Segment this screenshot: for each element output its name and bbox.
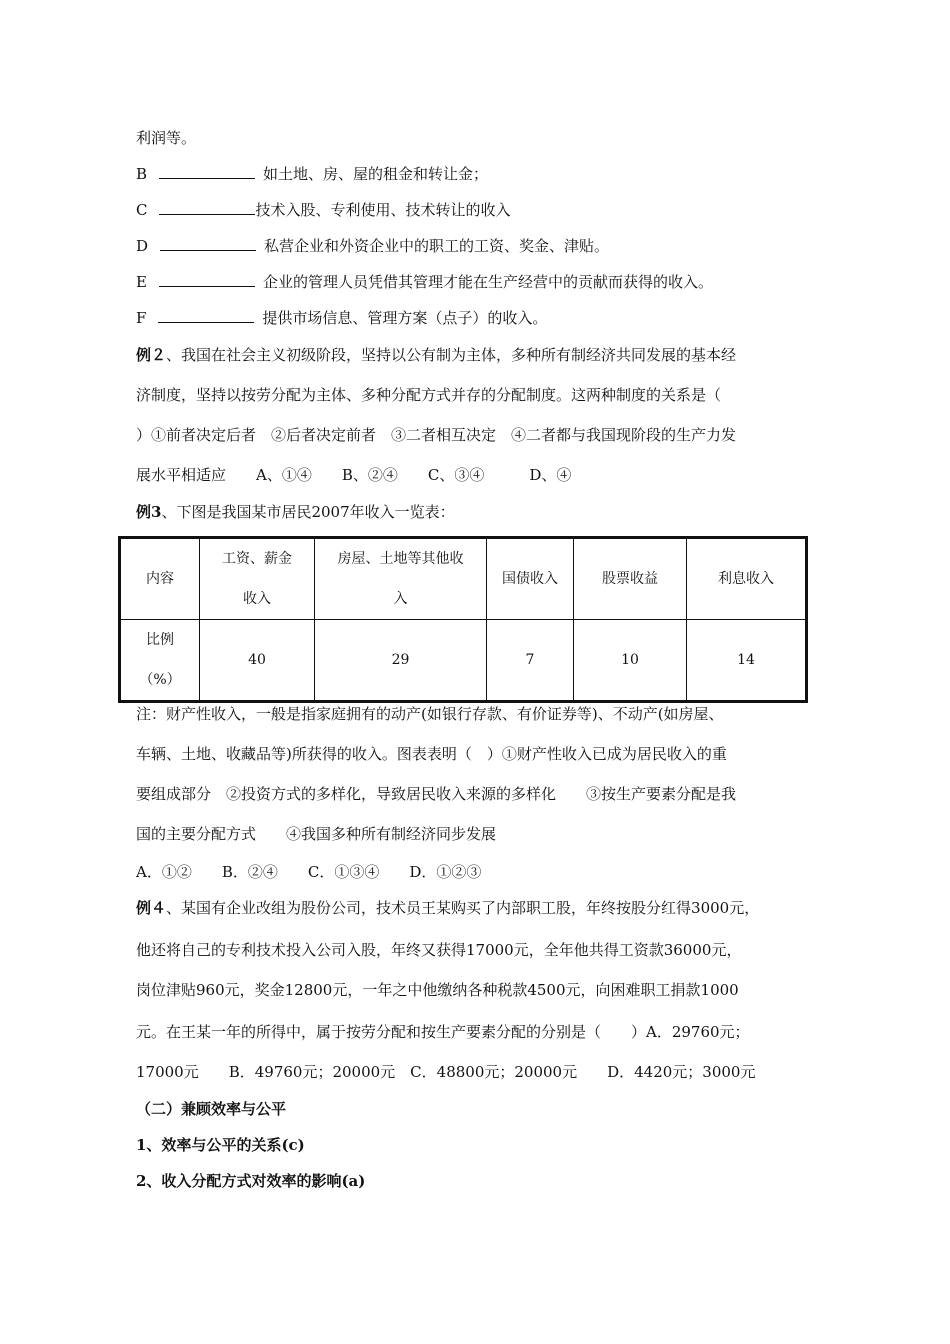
example-label: 例２ (136, 346, 167, 364)
income-table (118, 536, 808, 703)
text: 、下图是我国某市居民2007年收入一览表： (161, 503, 455, 521)
text: 17000元 B．49760元；20000元 C．48800元；20000元 D．4420元；3000元 (136, 1063, 756, 1081)
item-label: C (136, 201, 148, 219)
text: （二）兼顾效率与公平 (136, 1100, 287, 1118)
example-label: 例４ (136, 899, 167, 917)
table-header-cell (487, 538, 574, 620)
cell-text: 利息收入 (718, 571, 774, 587)
note-options (136, 862, 481, 882)
cell-text: 7 (525, 652, 535, 668)
table-header-row (120, 538, 807, 620)
blank-b (159, 164, 255, 179)
table-header-cell (200, 538, 315, 620)
blank-d (160, 236, 256, 251)
item-f (136, 308, 547, 328)
text: 要组成部分 ②投资方式的多样化，导致居民收入来源的多样化 ③按生产要素分配是我 (136, 785, 737, 803)
section-heading (136, 1099, 286, 1119)
example-4-line-3 (136, 980, 739, 1000)
item-text: 企业的管理人员凭借其管理才能在生产经营中的贡献而获得的收入。 (262, 273, 713, 291)
table-cell (487, 620, 574, 702)
text: 国的主要分配方式 ④我国多种所有制经济同步发展 (136, 825, 497, 843)
text: 元。在王某一年的所得中，属于按劳分配和按生产要素分配的分别是（ ）A．29760元； (136, 1023, 750, 1041)
cell-text: 收入 (243, 591, 271, 607)
table-header-cell (687, 538, 807, 620)
item-c (136, 200, 511, 220)
item-text: 私营企业和外资企业中的职工的工资、奖金、津贴。 (264, 237, 610, 255)
item-label: D (136, 237, 149, 255)
cell-text: 股票收益 (602, 571, 658, 587)
item-e (136, 272, 713, 292)
table-cell (120, 620, 200, 702)
cell-text: 29 (391, 652, 410, 668)
table-cell (200, 620, 315, 702)
cell-text: 入 (393, 591, 408, 607)
table-row (120, 620, 807, 702)
note-line-4 (136, 824, 496, 844)
cell-text: 国债收入 (502, 571, 558, 587)
example-4-line-5 (136, 1062, 755, 1082)
text: 展水平相适应 A、①④ B、②④ C、③④ D、④ (136, 466, 572, 484)
line-profit (136, 128, 196, 148)
example-2-line-3 (136, 425, 736, 445)
table-cell (315, 620, 487, 702)
example-3-line-1 (136, 502, 455, 522)
blank-f (158, 308, 254, 323)
example-4-line-4 (136, 1022, 750, 1042)
item-label: F (136, 309, 147, 327)
cell-text: 比例 (146, 632, 174, 648)
cell-text: 房屋、土地等其他收 (337, 551, 464, 567)
subsection-2 (136, 1171, 365, 1191)
text: 车辆、土地、收藏品等)所获得的收入。图表表明（ ）①财产性收入已成为居民收入的重 (136, 745, 727, 763)
cell-text: （%） (139, 672, 181, 688)
text: 1、效率与公平的关系(c) (136, 1136, 305, 1154)
table-header-cell (120, 538, 200, 620)
example-label: 例3 (136, 503, 162, 521)
item-label: B (136, 165, 148, 183)
item-label: E (136, 273, 147, 291)
cell-text: 14 (737, 652, 755, 668)
item-text: 提供市场信息、管理方案（点子）的收入。 (262, 309, 548, 327)
example-2-line-2 (136, 385, 721, 405)
cell-text: 40 (248, 652, 266, 668)
blank-c (159, 200, 255, 215)
note-line-3 (136, 784, 736, 804)
item-text: 技术入股、专利使用、技术转让的收入 (255, 201, 511, 219)
text: A．①② B．②④ C．①③④ D．①②③ (136, 863, 482, 881)
cell-text: 内容 (146, 571, 174, 587)
text: 注：财产性收入，一般是指家庭拥有的动产(如银行存款、有价证券等)、不动产(如房屋、 (136, 705, 724, 723)
table-cell (574, 620, 687, 702)
example-2-line-4 (136, 465, 571, 485)
example-4-line-2 (136, 940, 741, 960)
item-b (136, 164, 488, 184)
note-line-1 (136, 704, 724, 724)
blank-e (159, 272, 255, 287)
table-cell (687, 620, 807, 702)
subsection-1 (136, 1135, 305, 1155)
example-4-line-1 (136, 898, 759, 918)
table-header-cell (574, 538, 687, 620)
cell-text: 工资、薪金 (222, 551, 292, 567)
item-d (136, 236, 609, 256)
text: 济制度，坚持以按劳分配为主体、多种分配方式并存的分配制度。这两种制度的关系是（ (136, 386, 722, 404)
item-text: 如土地、房、屋的租金和转让金； (263, 165, 489, 183)
table-header-cell (315, 538, 487, 620)
text: 、我国在社会主义初级阶段，坚持以公有制为主体，多种所有制经济共同发展的基本经 (166, 346, 737, 364)
example-2-line-1 (136, 345, 736, 365)
cell-text: 10 (621, 652, 639, 668)
text: 2、收入分配方式对效率的影响(a) (136, 1172, 366, 1190)
text: 、某国有企业改组为股份公司，技术员王某购买了内部职工股，年终按股分红得3000元， (166, 899, 760, 917)
text: ）①前者决定后者 ②后者决定前者 ③二者相互决定 ④二者都与我国现阶段的生产力发 (136, 426, 737, 444)
text: 利润等。 (136, 129, 197, 147)
text: 岗位津贴960元，奖金12800元，一年之中他缴纳各种税款4500元，向困难职工捐款1000 (136, 981, 739, 999)
note-line-2 (136, 744, 727, 764)
text: 他还将自己的专利技术投入公司入股，年终又获得17000元，全年他共得工资款36000元， (136, 941, 742, 959)
